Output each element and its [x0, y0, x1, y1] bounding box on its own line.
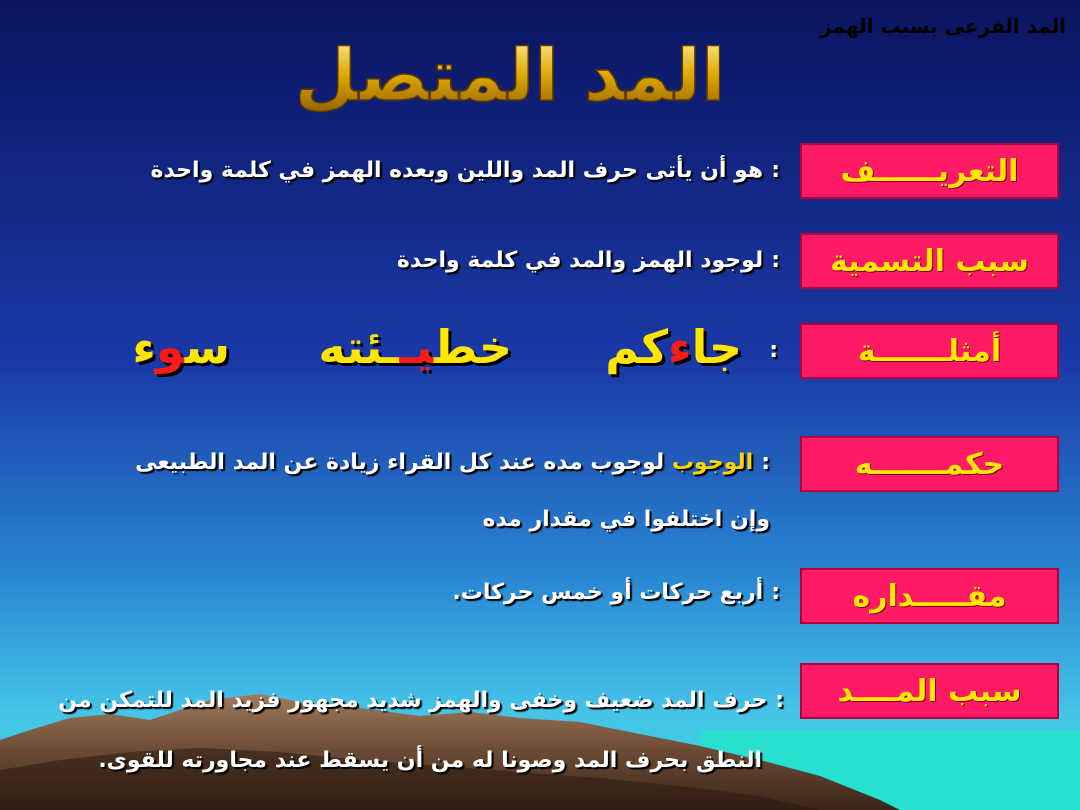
slide-corner-title: المد الفرعى بسبب الهمز — [820, 14, 1066, 38]
label-amount: مقـــــداره — [800, 568, 1059, 624]
amount-text: :أربع حركات أو خمس حركات. — [452, 580, 780, 605]
page-title-text: المد المتصل — [300, 33, 720, 117]
naming-reason-text: :لوجود الهمز والمد في كلمة واحدة — [396, 248, 780, 273]
page-title — [300, 28, 720, 128]
elongation-reason-text: :حرف المد ضعيف وخفى والهمز شديد مجهور فزيد المد للتمكن من — [58, 688, 784, 713]
example-word-3: سوء — [132, 320, 230, 374]
example-word-1: جاءكم — [605, 320, 742, 374]
ruling-text-line2: وإن اختلفوا في مقدار مده — [482, 507, 770, 532]
label-ruling: حكمـــــــه — [800, 436, 1059, 492]
label-elongation-reason: سبب المــــد — [800, 663, 1059, 719]
label-definition: التعريــــــف — [800, 143, 1059, 199]
example-word-2: خطيــئته — [318, 320, 512, 374]
examples-colon: : — [769, 338, 778, 363]
ruling-text: :الوجوب لوجوب مده عند كل القراء زيادة عن المد الطبيعى — [135, 450, 770, 475]
definition-text: :هو أن يأتى حرف المد واللين وبعده الهمز في كلمة واحدة — [150, 158, 780, 183]
label-naming-reason: سبب التسمية — [800, 233, 1059, 289]
elongation-reason-text-line2: النطق بحرف المد وصونا له من أن يسقط عند مجاورته للقوى. — [98, 748, 762, 773]
label-examples: أمثلـــــــة — [800, 323, 1059, 379]
